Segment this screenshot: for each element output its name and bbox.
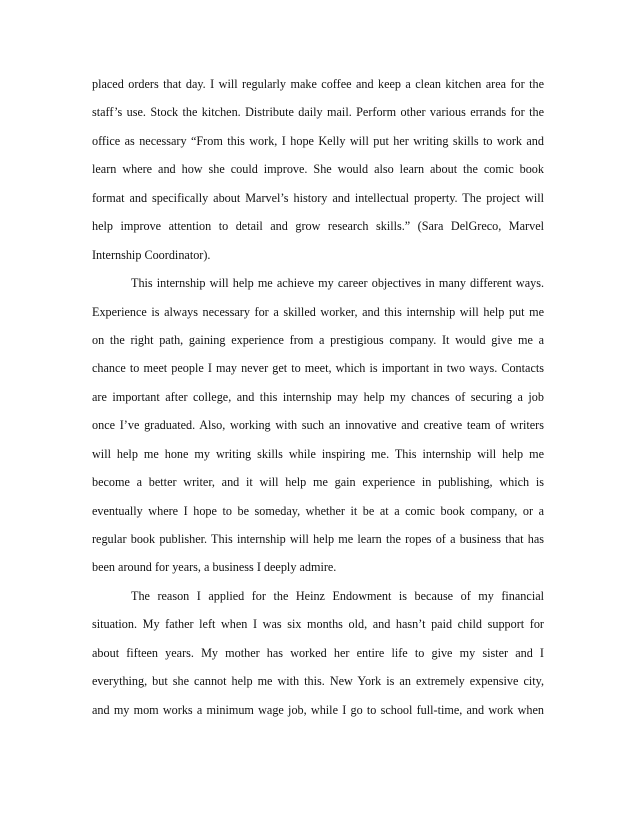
text-line: placed orders that day. I will regularly make coffee and keep a clean kitchen area for the (92, 77, 544, 91)
text-line: will help me hone my writing skills while inspiring me. This internship will help me (92, 446, 544, 461)
text-line: office as necessary “From this work, I hope Kelly will put her writing skills to work and (92, 133, 544, 148)
text-line: help improve attention to detail and grow research skills.” (Sara DelGreco, Marvel (92, 219, 544, 234)
text-line: become a better writer, and it will help me gain experience in publishing, which is (92, 475, 544, 490)
text-line: been around for years, a business I deeply admire. (92, 560, 337, 575)
text-line: everything, but she cannot help me with this. New York is an extremely expensive city, (92, 674, 544, 689)
text-line: chance to meet people I may never get to meet, which is important in two ways. Contacts (92, 361, 544, 376)
text-line: on the right path, gaining experience from a prestigious company. It would give me a (92, 332, 544, 347)
text-line: The reason I applied for the Heinz Endowment is because of my financial (131, 588, 544, 603)
text-line: once I’ve graduated. Also, working with such an innovative and creative team of writers (92, 418, 544, 433)
text-line: and my mom works a minimum wage job, while I go to school full-time, and work when (92, 702, 544, 717)
text-line: are important after college, and this internship may help my chances of securing a job (92, 389, 544, 404)
document-body (92, 70, 544, 724)
text-line: Experience is always necessary for a skilled worker, and this internship will help put me (92, 304, 544, 319)
text-line: staff’s use. Stock the kitchen. Distribute daily mail. Perform other various errands for the (92, 105, 544, 120)
text-line: Internship Coordinator). (92, 247, 211, 262)
text-line: about fifteen years. My mother has worked her entire life to give my sister and I (92, 645, 544, 660)
text-line: regular book publisher. This internship will help me learn the ropes of a business that has (92, 532, 544, 546)
text-line: This internship will help me achieve my career objectives in many different ways. (131, 276, 544, 291)
text-line: learn where and how she could improve. She would also learn about the comic book (92, 162, 544, 177)
text-line: eventually where I hope to be someday, whether it be at a comic book company, or a (92, 503, 544, 518)
text-line: situation. My father left when I was six months old, and hasn’t paid child support for (92, 617, 544, 632)
text-line: format and specifically about Marvel’s history and intellectual property. The project will (92, 190, 544, 205)
